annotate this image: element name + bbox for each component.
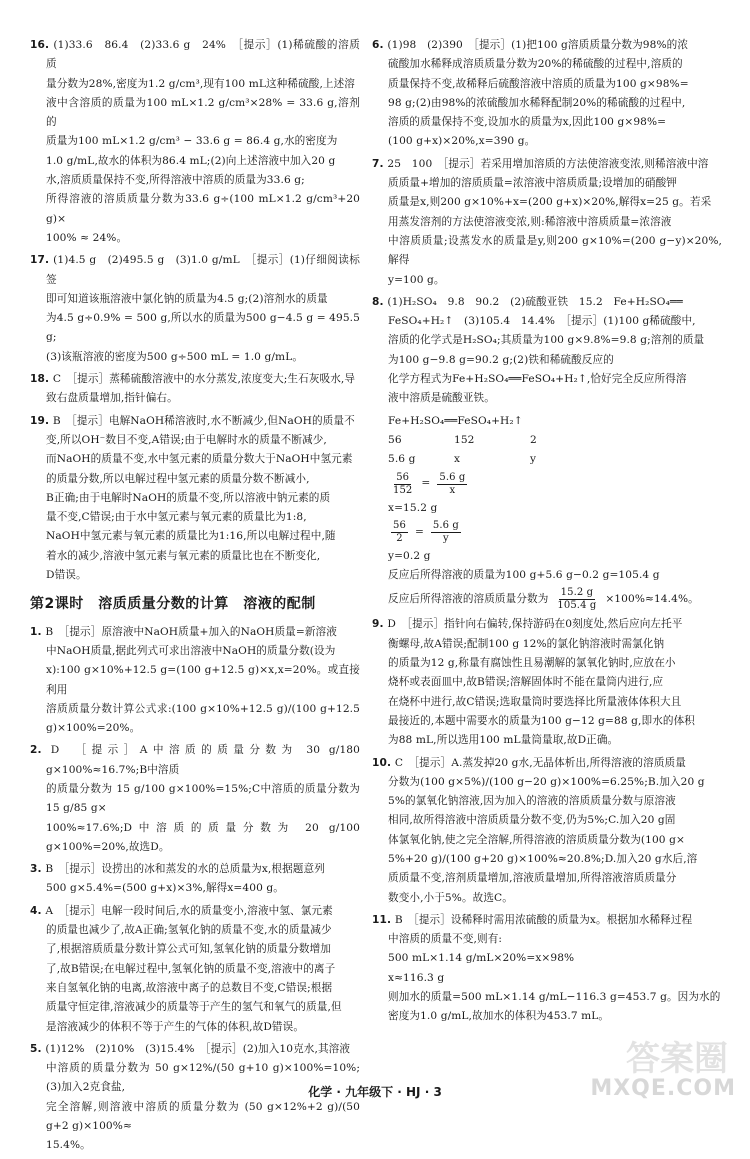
equals-sign: = bbox=[421, 477, 431, 490]
answer-line: 量不变,C错误;由于水中氢元素与氧元素的质量比为1:8, bbox=[46, 511, 307, 524]
answer-text: (1)H₂SO₄ 9.8 90.2 (2)硫酸亚铁 15.2 Fe+H₂SO₄══ bbox=[387, 295, 683, 308]
answer-line: 中溶质的质量分数为 50 g×12%/(50 g+10 g)×100%=10%;(3)加入2克食盐, bbox=[46, 1062, 360, 1094]
answer-line: 100%≈17.6%;D中溶质的质量分数为 20 g/100 g×100%=20%,故选D。 bbox=[46, 821, 360, 853]
answer-line: 为88 mL,所以选用100 mL量筒量取,故D正确。 bbox=[388, 734, 619, 747]
answer-item bbox=[30, 370, 360, 409]
answer-line: 溶质的化学式是H₂SO₄;其质量为100 g×9.8%=9.8 g;溶剂的质量 bbox=[388, 334, 705, 347]
ratio-row bbox=[388, 450, 722, 469]
fraction bbox=[431, 520, 461, 545]
watermark-logo bbox=[590, 1031, 736, 1101]
answer-line: 分数为(100 g×5%)/(100 g−20 g)×100%=6.25%;B.加入20 g bbox=[388, 775, 705, 788]
answer-text: (1)98 (2)390 ［提示］(1)把100 g溶质质量分数为98%的浓 bbox=[387, 39, 689, 51]
answer-number: 2. bbox=[30, 744, 51, 757]
answer-line: 中溶质的质量不变,则有: bbox=[388, 933, 503, 946]
answer-line: 即可知道该瓶溶液中氯化钠的质量为4.5 g;(2)溶剂水的质量 bbox=[46, 292, 328, 305]
answer-item bbox=[372, 293, 722, 409]
answer-line bbox=[372, 615, 722, 634]
fraction-prefix: 反应后所得溶液的溶质质量分数为 bbox=[388, 593, 549, 606]
denominator: 105.4 g bbox=[557, 600, 597, 612]
answer-line: D错误。 bbox=[46, 569, 87, 582]
numerator: 5.6 g bbox=[439, 471, 466, 483]
answer-line: 15.4%。 bbox=[46, 1139, 91, 1152]
answer-line: 为100 g−9.8 g=90.2 g;(2)铁和稀硫酸反应的 bbox=[388, 353, 614, 366]
answer-line: 质质量不变,溶剂质量增加,溶液质量增加,所得溶液溶质质量分 bbox=[388, 872, 677, 885]
answer-item bbox=[30, 902, 360, 1037]
answer-line: 5%的氯氧化钠溶液,因为加入的溶液的溶质质量分数与原溶液 bbox=[388, 795, 676, 808]
proportion bbox=[372, 520, 722, 545]
answer-line: 质质量+增加的溶质质量=浓溶液中溶质质量;设增加的硝酸钾 bbox=[388, 177, 677, 190]
answer-line: 的质量也减少了,故A正确;氢氧化钠的质量不变,水的质量减少 bbox=[46, 924, 332, 937]
answer-item bbox=[30, 623, 360, 739]
answer-line: 5%+20 g)/(100 g+20 g)×100%≈20.8%;D.加入20 g水后,溶 bbox=[388, 852, 698, 865]
answer-line: 则加水的质量=500 mL×1.14 g/mL−116.3 g=453.7 g。因为水的 bbox=[388, 991, 721, 1004]
answer-line: 了,故B错误;在电解过程中,氢氧化钠的质量不变,溶液中的离子 bbox=[46, 962, 336, 975]
answer-text: (1)12% (2)10% (3)15.4% ［提示］(2)加入10克水,其溶液 bbox=[45, 1042, 351, 1055]
answer-line bbox=[30, 412, 360, 431]
answer-line: 质量守恒定律,溶液减少的质量等于产生的氢气和氧气的质量,但 bbox=[46, 1001, 342, 1014]
answer-line: x≈116.3 g bbox=[388, 971, 445, 984]
answer-line bbox=[372, 293, 722, 312]
answer-number: 7. bbox=[372, 157, 388, 170]
ratio-cell: x bbox=[454, 453, 461, 466]
answer-line: 变,所以OH⁻数目不变,A错误;由于电解时水的质量不断减少, bbox=[46, 433, 327, 446]
answer-text: (1)33.6 86.4 (2)33.6 g 24% ［提示］(1)稀硫酸的溶质质 bbox=[46, 39, 360, 71]
answer-number: 19. bbox=[30, 414, 53, 427]
answer-text: B ［提示］原溶液中NaOH质量+加入的NaOH质量=新溶液 bbox=[45, 625, 337, 638]
fraction bbox=[391, 520, 408, 545]
answer-line bbox=[30, 623, 360, 642]
answer-line: 水,溶质质量保持不变,所得溶液中溶质的质量为33.6 g; bbox=[46, 174, 305, 187]
ratio-cell: 2 bbox=[530, 433, 537, 446]
answer-number: 10. bbox=[372, 756, 395, 769]
answer-item bbox=[372, 754, 722, 908]
answer-line bbox=[372, 155, 722, 174]
answer-line: 溶质质量分数计算公式求:(100 g×10%+12.5 g)/(100 g+12.5 g)×100%=20%。 bbox=[46, 702, 360, 735]
answer-line: 质量为100 mL×1.2 g/cm³ − 33.6 g = 86.4 g,水的密度为 bbox=[46, 135, 338, 148]
numerator: 56 bbox=[396, 471, 410, 483]
fraction bbox=[437, 472, 467, 497]
answer-line: (100 g+x)×20%,x=390 g。 bbox=[388, 135, 536, 148]
answer-number: 11. bbox=[372, 913, 395, 926]
answer-item bbox=[30, 251, 360, 367]
answer-line bbox=[30, 902, 360, 921]
answer-line: 在烧杯中进行,故C错误;选取量筒时要选择比所量液体体积大且 bbox=[388, 695, 682, 708]
left-answer-list-2 bbox=[30, 623, 360, 1156]
answer-number: 1. bbox=[30, 625, 46, 638]
answer-line: 最接近的,本题中需要水的质量为100 g−12 g=88 g,即水的体积 bbox=[388, 714, 695, 727]
answer-line: 100% ≈ 24%。 bbox=[46, 231, 128, 244]
answer-line: 硫酸加水稀释成溶质质量分数为20%的稀硫酸的过程中,溶质的 bbox=[388, 58, 683, 71]
equation: Fe+H₂SO₄══FeSO₄+H₂↑ bbox=[388, 414, 523, 427]
answer-line: 液中含溶质的质量为100 mL×1.2 g/cm³×28% = 33.6 g,溶剂的 bbox=[46, 96, 360, 129]
answer-text: C ［提示］A.蒸发掉20 g水,无晶体析出,所得溶液的溶质质量 bbox=[394, 756, 686, 769]
numerator: 5.6 g bbox=[432, 519, 459, 531]
ratio-cell: y bbox=[530, 453, 537, 466]
answer-line: 了,根据溶质质量分数计算公式可知,氢氧化钠的质量分数增加 bbox=[46, 943, 331, 956]
left-column bbox=[30, 36, 360, 1159]
answer-text: B ［提示］设稀释时需用浓硫酸的质量为x。根据加水稀释过程 bbox=[394, 913, 693, 926]
answer-number: 6. bbox=[372, 39, 388, 51]
watermark-url: MXQE.COM bbox=[590, 1076, 736, 1101]
answer-line bbox=[30, 860, 360, 879]
answer-text: B ［提示］电解NaOH稀溶液时,水不断减少,但NaOH的质量不 bbox=[52, 414, 355, 427]
mass-line: 反应后所得溶液的质量为100 g+5.6 g−0.2 g=105.4 g bbox=[388, 569, 660, 582]
right-answer-list bbox=[372, 36, 722, 1027]
answer-item bbox=[30, 412, 360, 586]
answer-line: 中溶质质量;设蒸发水的质量是y,则200 g×10%=(200 g−y)×20%,解得 bbox=[388, 234, 722, 267]
answer-text: 25 100 ［提示］若采用增加溶质的方法使溶液变浓,则稀溶液中溶 bbox=[387, 157, 709, 170]
answer-line: 致右盘质量增加,指针偏右。 bbox=[46, 392, 178, 405]
answer-text: B ［提示］设捞出的冰和蒸发的水的总质量为x,根据题意列 bbox=[45, 863, 325, 876]
denominator: 152 bbox=[393, 484, 413, 496]
answer-line: 衡螺母,故A错误;配制100 g 12%的氯化钠溶液时需氯化钠 bbox=[388, 637, 665, 650]
answer-line bbox=[30, 741, 360, 780]
answer-number: 18. bbox=[30, 373, 53, 386]
ratio-row bbox=[388, 431, 722, 450]
answer-number: 9. bbox=[372, 618, 388, 631]
answer-line: 数变小,小于5%。故选C。 bbox=[388, 891, 513, 904]
section-title: 第2课时 溶质质量分数的计算 溶液的配制 bbox=[30, 596, 316, 613]
answer-line: 液中溶质是硫酸亚铁。 bbox=[388, 392, 495, 405]
answer-line: 着水的减少,溶液中氢元素与氧元素的质量比也在不断变化, bbox=[46, 549, 321, 562]
answer-line: 而NaOH的质量不变,水中氢元素的质量分数大于NaOH中氢元素 bbox=[46, 453, 353, 466]
answer-number: 8. bbox=[372, 295, 388, 308]
answer-line: 烧杯或表面皿中,故B错误;溶解固体时不能在量筒内进行,应 bbox=[388, 676, 664, 689]
fraction-suffix: ×100%≈14.4%。 bbox=[605, 593, 699, 606]
answer-line: 溶质的质量保持不变,设加水的质量为x,因此100 g×98%= bbox=[388, 116, 667, 129]
answer-line: y=100 g。 bbox=[388, 273, 445, 286]
answer-line: 完全溶解,则溶液中溶质的质量分数为 (50 g×12%+2 g)/(50 g+2 g)×100%≈ bbox=[46, 1100, 360, 1133]
fraction bbox=[555, 587, 598, 612]
numerator: 15.2 g bbox=[560, 587, 594, 599]
answer-line: 体氯氧化钠,使之完全溶解,所得溶液的溶质质量分数为(100 g× bbox=[388, 833, 685, 846]
proportion bbox=[372, 472, 722, 497]
answer-line: 用蒸发溶剂的方法使溶液变浓,则:稀溶液中溶质质量=浓溶液 bbox=[388, 215, 672, 228]
answer-line: 密度为1.0 g/mL,故加水的体积为453.7 mL。 bbox=[388, 1010, 610, 1023]
right-column bbox=[372, 36, 722, 1030]
denominator: x bbox=[449, 484, 456, 496]
answer-line: 量分数为28%,密度为1.2 g/cm³,现有100 mL这种稀硫酸,上述溶 bbox=[46, 77, 355, 90]
answer-text: A ［提示］电解一段时间后,水的质量变小,溶液中氢、氯元素 bbox=[45, 904, 333, 917]
answer-line: 相同,故所得溶液中溶质质量分数不变,仍为5%;C.加入20 g固 bbox=[388, 814, 676, 827]
left-answer-list bbox=[30, 36, 360, 585]
answer-line bbox=[372, 36, 722, 55]
answer-item bbox=[372, 911, 722, 1027]
answer-line: 的质量分数为 15 g/100 g×100%=15%;C中溶质的质量分数为 15 g/85 g× bbox=[46, 782, 360, 815]
answer-line: 所得溶液的溶质质量分数为33.6 g÷(100 mL×1.2 g/cm³+20 g)× bbox=[46, 193, 360, 225]
answer-number: 16. bbox=[30, 39, 54, 51]
ratio-cell: 152 bbox=[454, 433, 475, 446]
answer-number: 5. bbox=[30, 1042, 46, 1055]
ratio-cell: 5.6 g bbox=[388, 453, 416, 466]
answer-line: NaOH中氢元素与氧元素的质量比为1:16,所以电解过程中,随 bbox=[46, 530, 336, 543]
answer-line bbox=[30, 251, 360, 290]
answer-line: B正确;由于电解时NaOH的质量不变,所以溶液中钠元素的质 bbox=[46, 491, 331, 504]
result-line: x=15.2 g bbox=[388, 501, 438, 514]
answer-line: 500 g×5.4%=(500 g+x)×3%,解得x=400 g。 bbox=[46, 882, 284, 895]
answer-line: 500 mL×1.14 g/mL×20%=x×98% bbox=[388, 952, 575, 965]
answer-line bbox=[372, 911, 722, 930]
answer-line: 中NaOH质量,据此列式可求出溶液中NaOH的质量分数(设为 bbox=[46, 644, 336, 657]
answer-line: 的质量分数,所以电解过程中氢元素的质量分数不断减小, bbox=[46, 472, 310, 485]
answer-item bbox=[372, 615, 722, 750]
answer-line bbox=[30, 370, 360, 389]
answer-item bbox=[30, 36, 360, 248]
answer-number: 4. bbox=[30, 904, 46, 917]
page-footer: 化学 · 九年级下 · HJ · 3 bbox=[308, 1085, 442, 1099]
ratio-table bbox=[372, 431, 722, 470]
answer-line bbox=[30, 36, 360, 75]
ratio-cell: 56 bbox=[388, 433, 402, 446]
answer-line: 1.0 g/mL,故水的体积为86.4 mL;(2)向上述溶液中加入20 g bbox=[46, 154, 336, 167]
answer-text: C ［提示］蒸稀硫酸溶液中的水分蒸发,浓度变大;生石灰吸水,导 bbox=[52, 373, 356, 386]
answer-line: 为4.5 g÷0.9% = 500 g,所以水的质量为500 g−4.5 g = 495.5 g; bbox=[46, 312, 360, 344]
fraction-line bbox=[372, 587, 722, 612]
answer-text: D ［提示］指针向右偏转,保持游码在0刻度处,然后应向左托平 bbox=[387, 618, 683, 631]
equals-sign: = bbox=[414, 525, 424, 538]
answer-line: 98 g;(2)由98%的浓硫酸加水稀释配制20%的稀硫酸的过程中, bbox=[388, 96, 686, 109]
answer-line bbox=[30, 1040, 360, 1059]
answer-line: FeSO₄+H₂↑ (3)105.4 14.4% ［提示］(1)100 g稀硫酸中, bbox=[388, 315, 696, 328]
fraction bbox=[391, 472, 414, 497]
answer-item bbox=[30, 860, 360, 899]
answer-line: 来自氢氧化钠的电离,故溶液中离子的总数目不变,C错误;根据 bbox=[46, 981, 333, 994]
numerator: 56 bbox=[393, 519, 406, 531]
answer-text: (1)4.5 g (2)495.5 g (3)1.0 g/mL ［提示］(1)仔细阅读标签 bbox=[46, 254, 361, 286]
answer-line: 质量是x,则200 g×10%+x=(200 g+x)×20%,解得x=25 g。若采 bbox=[388, 196, 712, 209]
denominator: 2 bbox=[396, 532, 403, 544]
answer-line: (3)该瓶溶液的密度为500 g÷500 mL = 1.0 g/mL。 bbox=[46, 350, 304, 363]
answer-item bbox=[372, 36, 722, 152]
denominator: y bbox=[443, 532, 449, 544]
answer-number: 3. bbox=[30, 863, 46, 876]
answer-line: 的质量为12 g,称量有腐蚀性且易潮解的氯氧化钠时,应放在小 bbox=[388, 657, 676, 670]
answer-number: 17. bbox=[30, 254, 54, 267]
answer-text: D ［提示］A中溶质的质量分数为 30 g/180 g×100%≈16.7%;B中溶质 bbox=[46, 744, 360, 776]
answer-line: 质量保持不变,故稀释后硫酸溶液中溶质的质量为100 g×98%= bbox=[388, 77, 689, 90]
calculation-block bbox=[372, 412, 722, 613]
answer-line: 化学方程式为Fe+H₂SO₄══FeSO₄+H₂↑,恰好完全反应所得溶 bbox=[388, 373, 687, 386]
answer-line bbox=[372, 754, 722, 773]
answer-line: x):100 g×10%+12.5 g=(100 g+12.5 g)×x,x=20%。或直接利用 bbox=[46, 664, 360, 696]
answer-item bbox=[30, 741, 360, 857]
answer-line: 是溶液减少的体积不等于产生的气体的体积,故D错误。 bbox=[46, 1020, 305, 1033]
watermark-logo-text: 答案圈 bbox=[626, 1039, 728, 1079]
answer-item bbox=[372, 155, 722, 290]
result-line: y=0.2 g bbox=[388, 549, 431, 562]
